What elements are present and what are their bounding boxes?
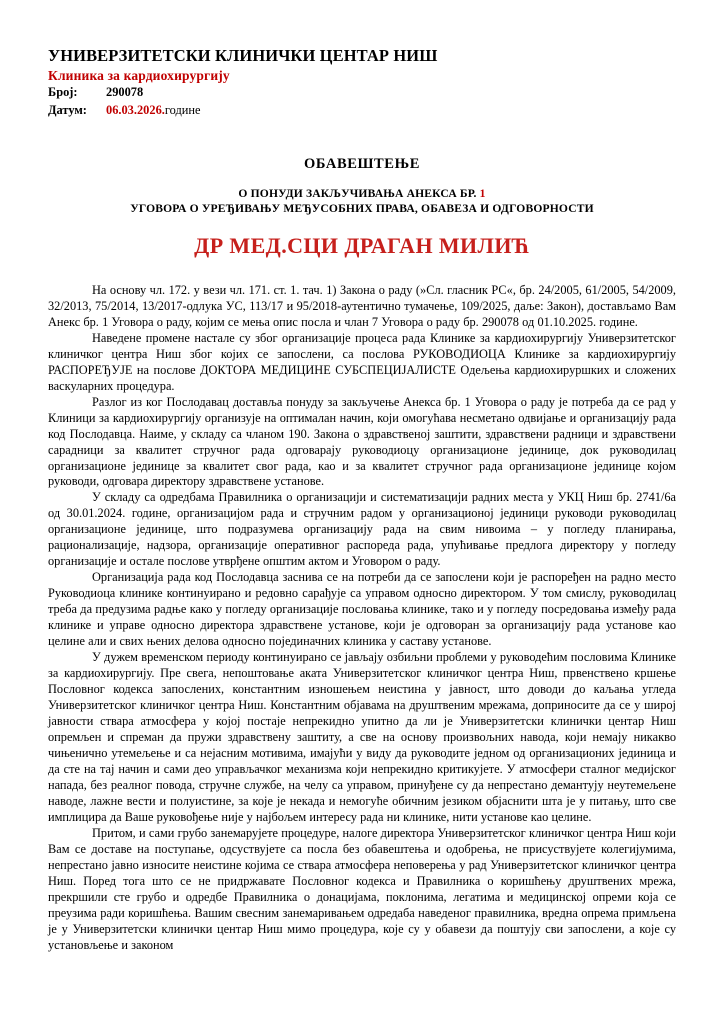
- document-title: ОБАВЕШТЕЊЕ: [304, 155, 420, 172]
- document-body: [48, 283, 676, 954]
- paragraph: На основу чл. 172. у вези чл. 171. ст. 1. тач. 1) Закона о раду (»Сл. гласник РС«, бр. 24/2005, 61/2005, 54/2009, 32/2013, 75/2014, 13/2017-одлука УС, 113/17 и 95/2018-аутентично тумачење, 109/2025, даље: Закон), достављамо Вам Анекс бр. 1 Уговора о раду, којим се мења опис посла и члан 7 Уговора о раду бр. 290078 од 01.10.2025. године.: [48, 282, 676, 329]
- paragraph: Организација рада код Послодавца заснива се на потреби да се запослени који је распоређен на радно место Руководиоца клинике континуирано и редовно сарађује са управом односно директором. У том смислу, руководилац треба да предузима радње како у погледу организације пословања клинике, тако и у погледу посредовања између рада клинике и управе односно директора здравствене установе, који је одговоран за организацију рада установе као целине али и свих њених делова односно појединачних клиника у саставу установе.: [48, 570, 676, 649]
- document-subtitle-line-1: [48, 186, 676, 202]
- document-subtitle: [48, 186, 676, 217]
- annex-number: 1: [479, 186, 486, 200]
- document-subtitle-line-1-text: О ПОНУДИ ЗАКЉУЧИВАЊА АНЕКСА БР.: [238, 186, 480, 200]
- organization-title: УНИВЕРЗИТЕТСКИ КЛИНИЧКИ ЦЕНТАР НИШ: [48, 46, 438, 65]
- paragraph: У складу са одредбама Правилника о организацији и систематизацији радних места у УКЦ Ниш бр. 2741/6а од 30.01.2024. године, организацијом рада и стручним радом у организационој јединици руководи руководилац организационе јединице, што подразумева организацију рада на свим нивоима – у погледу планирања, рационализације, надзора, организације оперативног распореда рада, упућивање предлога директору у погледу организације и остале послове утврђене општим актом и Уговором о раду.: [48, 490, 676, 569]
- paragraph: У дужем временском периоду континуирано се јављају озбиљни проблеми у руководећим пословима Клинике за кардиохирургију. Пре свега, непоштовање аката Универзитетског клиничког центра Ниш, првенствено кршење Пословног кодекса запослених, константним изношењем неистина у јавност, што доводи до каљања угледа Универзитетског клиничког центра Ниш. Константним објавама на друштвеним мрежама, доприносите да се у широј јавности ствара атмосфера у којој постаје непрекидно упитно да ли је Универзитетски клинички центар Ниш опремљен и спреман да пружи здравствену заштиту, а све на основу произвољних навода, који немају никакво чињенично утемељење и са нејасним мотивима, имајући у виду да руководите једном од организационих јединица и да сте на тај начин и сами део управљачког механизма који непрекидно критикујете. У атмосфери сталног медијског напада, без реалног повода, стручне службе, на челу са управом, принуђене су да непрестано демантују неутемељене наводе, лажне вести и полуистине, за које је некада и немогуће обичним језиком објаснити шта је у питању, што све имплицира да Ваше руковођење није у најбољем интересу рада ни клинике, нити установе као целине.: [48, 650, 676, 825]
- document-content: [48, 0, 676, 954]
- document-date-suffix: године: [164, 103, 201, 117]
- document-date-value: 06.03.2026.: [106, 103, 165, 117]
- clinic-name: Клиника за кардиохирургију: [48, 68, 230, 84]
- letterhead: [48, 46, 676, 120]
- recipient-name: ДР МЕД.СЦИ ДРАГАН МИЛИЋ: [194, 232, 530, 258]
- document-number-value: 290078: [106, 85, 144, 100]
- paragraph: Разлог из ког Послодавац доставља понуду за закључење Анекса бр. 1 Уговора о раду је потреба да се рад у Клиници за кардиохирургију организује на оптималан начин, који омогућава несметано одвијање и организацију рада код Послодавца. Наиме, у складу са чланом 190. Закона о здравственој заштити, здравствени радници и здравствени сарадници за квалитет стручног рада одговарају руководиоцу организационе јединице, док руководилац организационе јединице за квалитет свог рада, као и за квалитет стручног рада организационе јединице којом руководи, одговара директору здравствене установе.: [48, 394, 676, 489]
- document-date-label: Датум:: [48, 103, 87, 117]
- document-subtitle-line-2: УГОВОРА О УРЕЂИВАЊУ МЕЂУСОБНИХ ПРАВА, ОБАВЕЗА И ОДГОВОРНОСТИ: [130, 202, 594, 216]
- document-date-row: [48, 102, 676, 120]
- paragraph: Наведене промене настале су због организације процеса рада Клинике за кардиохирургију Универзитетског клиничког центра Ниш због којих се запослени, са послова РУКОВОДИОЦА Клинике за кардиохирургију РАСПОРЕЂУЈЕ на послове ДОКТОРА МЕДИЦИНЕ СУБСПЕЦИЈАЛИСТЕ Одељења кардиохируршких и сложених васкуларних процедура.: [48, 330, 676, 393]
- paragraph: Притом, и сами грубо занемарујете процедуре, налоге директора Универзитетског клиничког центра Ниш који Вам се доставе на поступање, одсуствујете са посла без обавештења и одобрења, не присуствујете колегијумима, непрестано јавно износите неистине којима се ствара атмосфера неповерења у рад Универзитетског клиничког центра Ниш. Поред тога што се не придржавате Пословног кодекса и Правилника о коришћењу друштвених мрежа, прекршили сте грубо и одредбе Правилника о донацијама, поклонима, легатима и медицинској опреми која се преузима ради коришћења. Вашим свесним занемаривањем одредаба наведеног правилника, вредна опрема примљена је у Универзитетски клинички центар Ниш мимо процедура, које су у обавези да поштују сви запослени, а које су установљење и законом: [48, 826, 676, 953]
- document-number-label: Број:: [48, 85, 78, 100]
- document-number-row: [48, 84, 676, 102]
